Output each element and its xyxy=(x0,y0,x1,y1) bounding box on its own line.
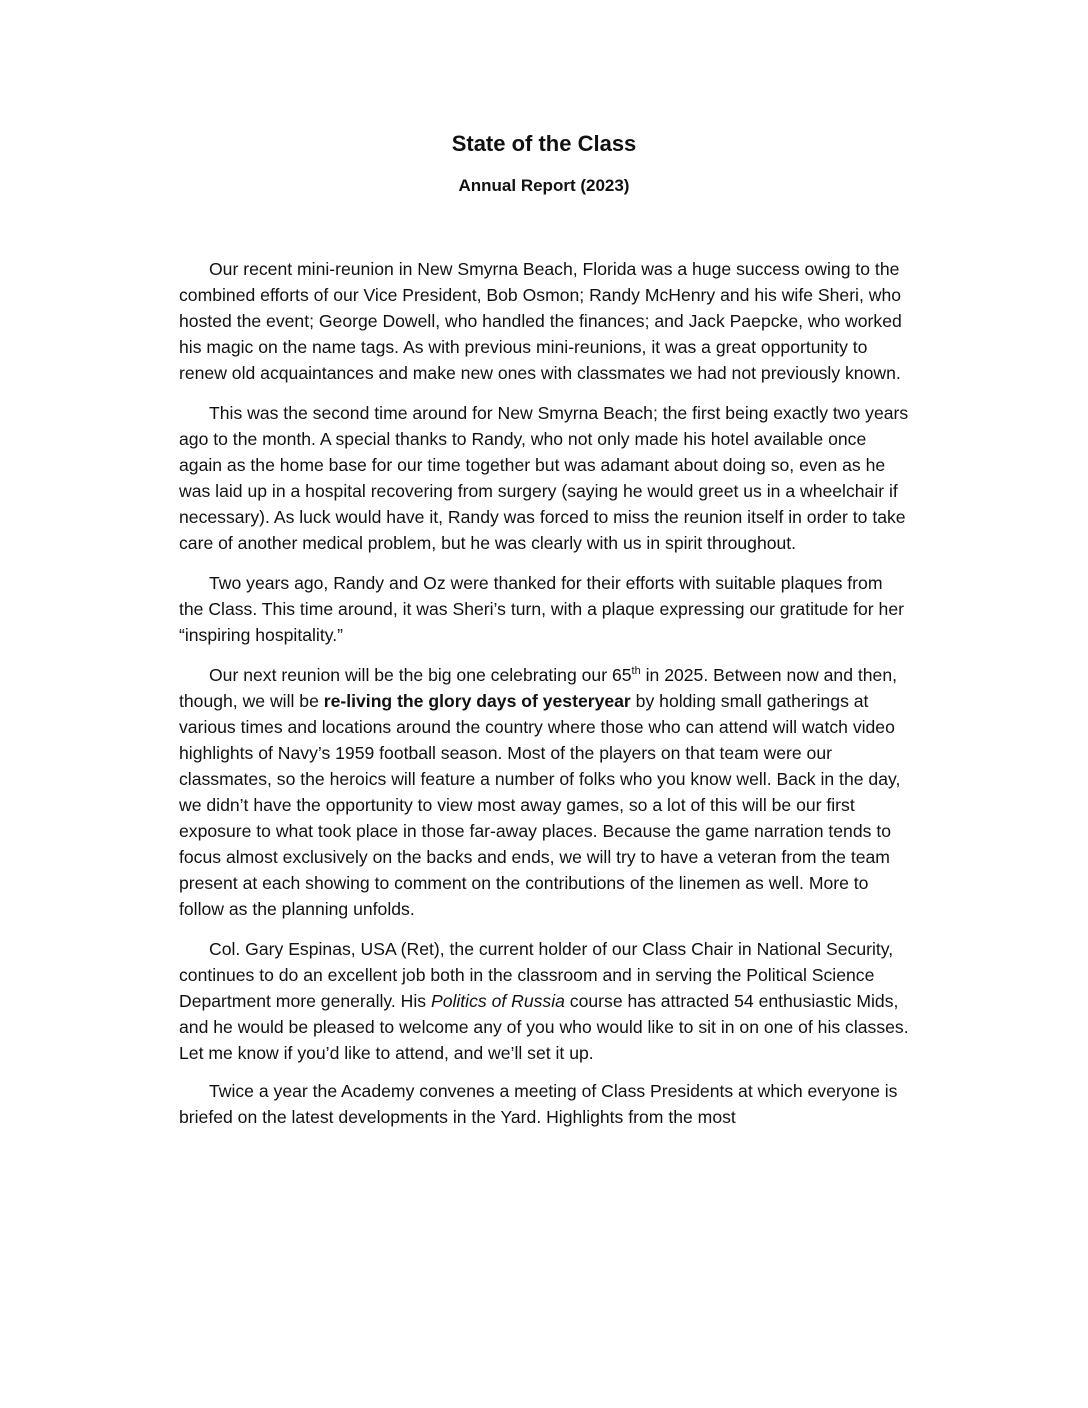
paragraph-next-reunion xyxy=(179,662,911,922)
paragraph-class-chair-text-2: course has attracted 54 enthusiastic Mids, and he would be pleased to welcome any of you who would like to sit in on one of his classes. Let me know if you’d like to attend, and we’ll set it up. xyxy=(179,991,909,1063)
paragraph-class-presidents: Twice a year the Academy convenes a meeting of Class Presidents at which everyone is briefed on the latest developments in the Yard. Highlights from the most xyxy=(179,1081,898,1127)
paragraph-next-reunion-text-1: Our next reunion will be the big one celebrating our 65 xyxy=(209,665,632,685)
paragraph-next-reunion-text-3: by holding small gatherings at various times and locations around the country where those who can attend will watch video highlights of Navy’s 1959 football season. Most of the players on that team were our classmates, so the heroics will feature a number of folks who you know well. Back in the day, we didn’t have the opportunity to view most away games, so a lot of this will be our first exposure to what took place in those far-away places. Because the game narration tends to focus almost exclusively on the backs and ends, we will try to have a veteran from the team present at each showing to comment on the contributions of the linemen as well. More to follow as the planning unfolds. xyxy=(179,691,901,919)
paragraph-class-chair-text-1: Col. Gary Espinas, USA (Ret), the current holder of our Class Chair in National Security, continues to do an excellent job both in the classroom and in serving the Political Science Department more generally. His xyxy=(179,939,894,1011)
emphasis-glory-days: re-living the glory days of yesteryear xyxy=(323,691,631,711)
document-subtitle: Annual Report (2023) xyxy=(458,176,630,195)
paragraph-mini-reunion: Our recent mini-reunion in New Smyrna Beach, Florida was a huge success owing to the combined efforts of our Vice President, Bob Osmon; Randy McHenry and his wife Sheri, who hosted the event; George Dowell, who handled the finances; and Jack Paepcke, who worked his magic on the name tags. As with previous mini-reunions, it was a great opportunity to renew old acquaintances and make new ones with classmates we had not previously known. xyxy=(179,259,902,383)
paragraph-second-time: This was the second time around for New Smyrna Beach; the first being exactly two years ago to the month. A special thanks to Randy, who not only made his hotel available once again as the home base for our time together but was adamant about doing so, even as he was laid up in a hospital recovering from surgery (saying he would greet us in a wheelchair if necessary). As luck would have it, Randy was forced to miss the reunion itself in order to take care of another medical problem, but he was clearly with us in spirit throughout. xyxy=(179,403,909,553)
document-body xyxy=(179,256,911,1144)
paragraph-plaques: Two years ago, Randy and Oz were thanked for their efforts with suitable plaques from the Class. This time around, it was Sheri’s turn, with a plaque expressing our gratitude for her “inspiring hospitality.” xyxy=(179,573,904,645)
document-title: State of the Class xyxy=(451,131,637,156)
course-title: Politics of Russia xyxy=(430,991,565,1011)
paragraph-next-reunion-text-2: in 2025. Between now and then, though, we will be xyxy=(179,665,897,711)
ordinal-suffix: th xyxy=(631,665,641,678)
paragraph-class-chair xyxy=(179,936,911,1066)
